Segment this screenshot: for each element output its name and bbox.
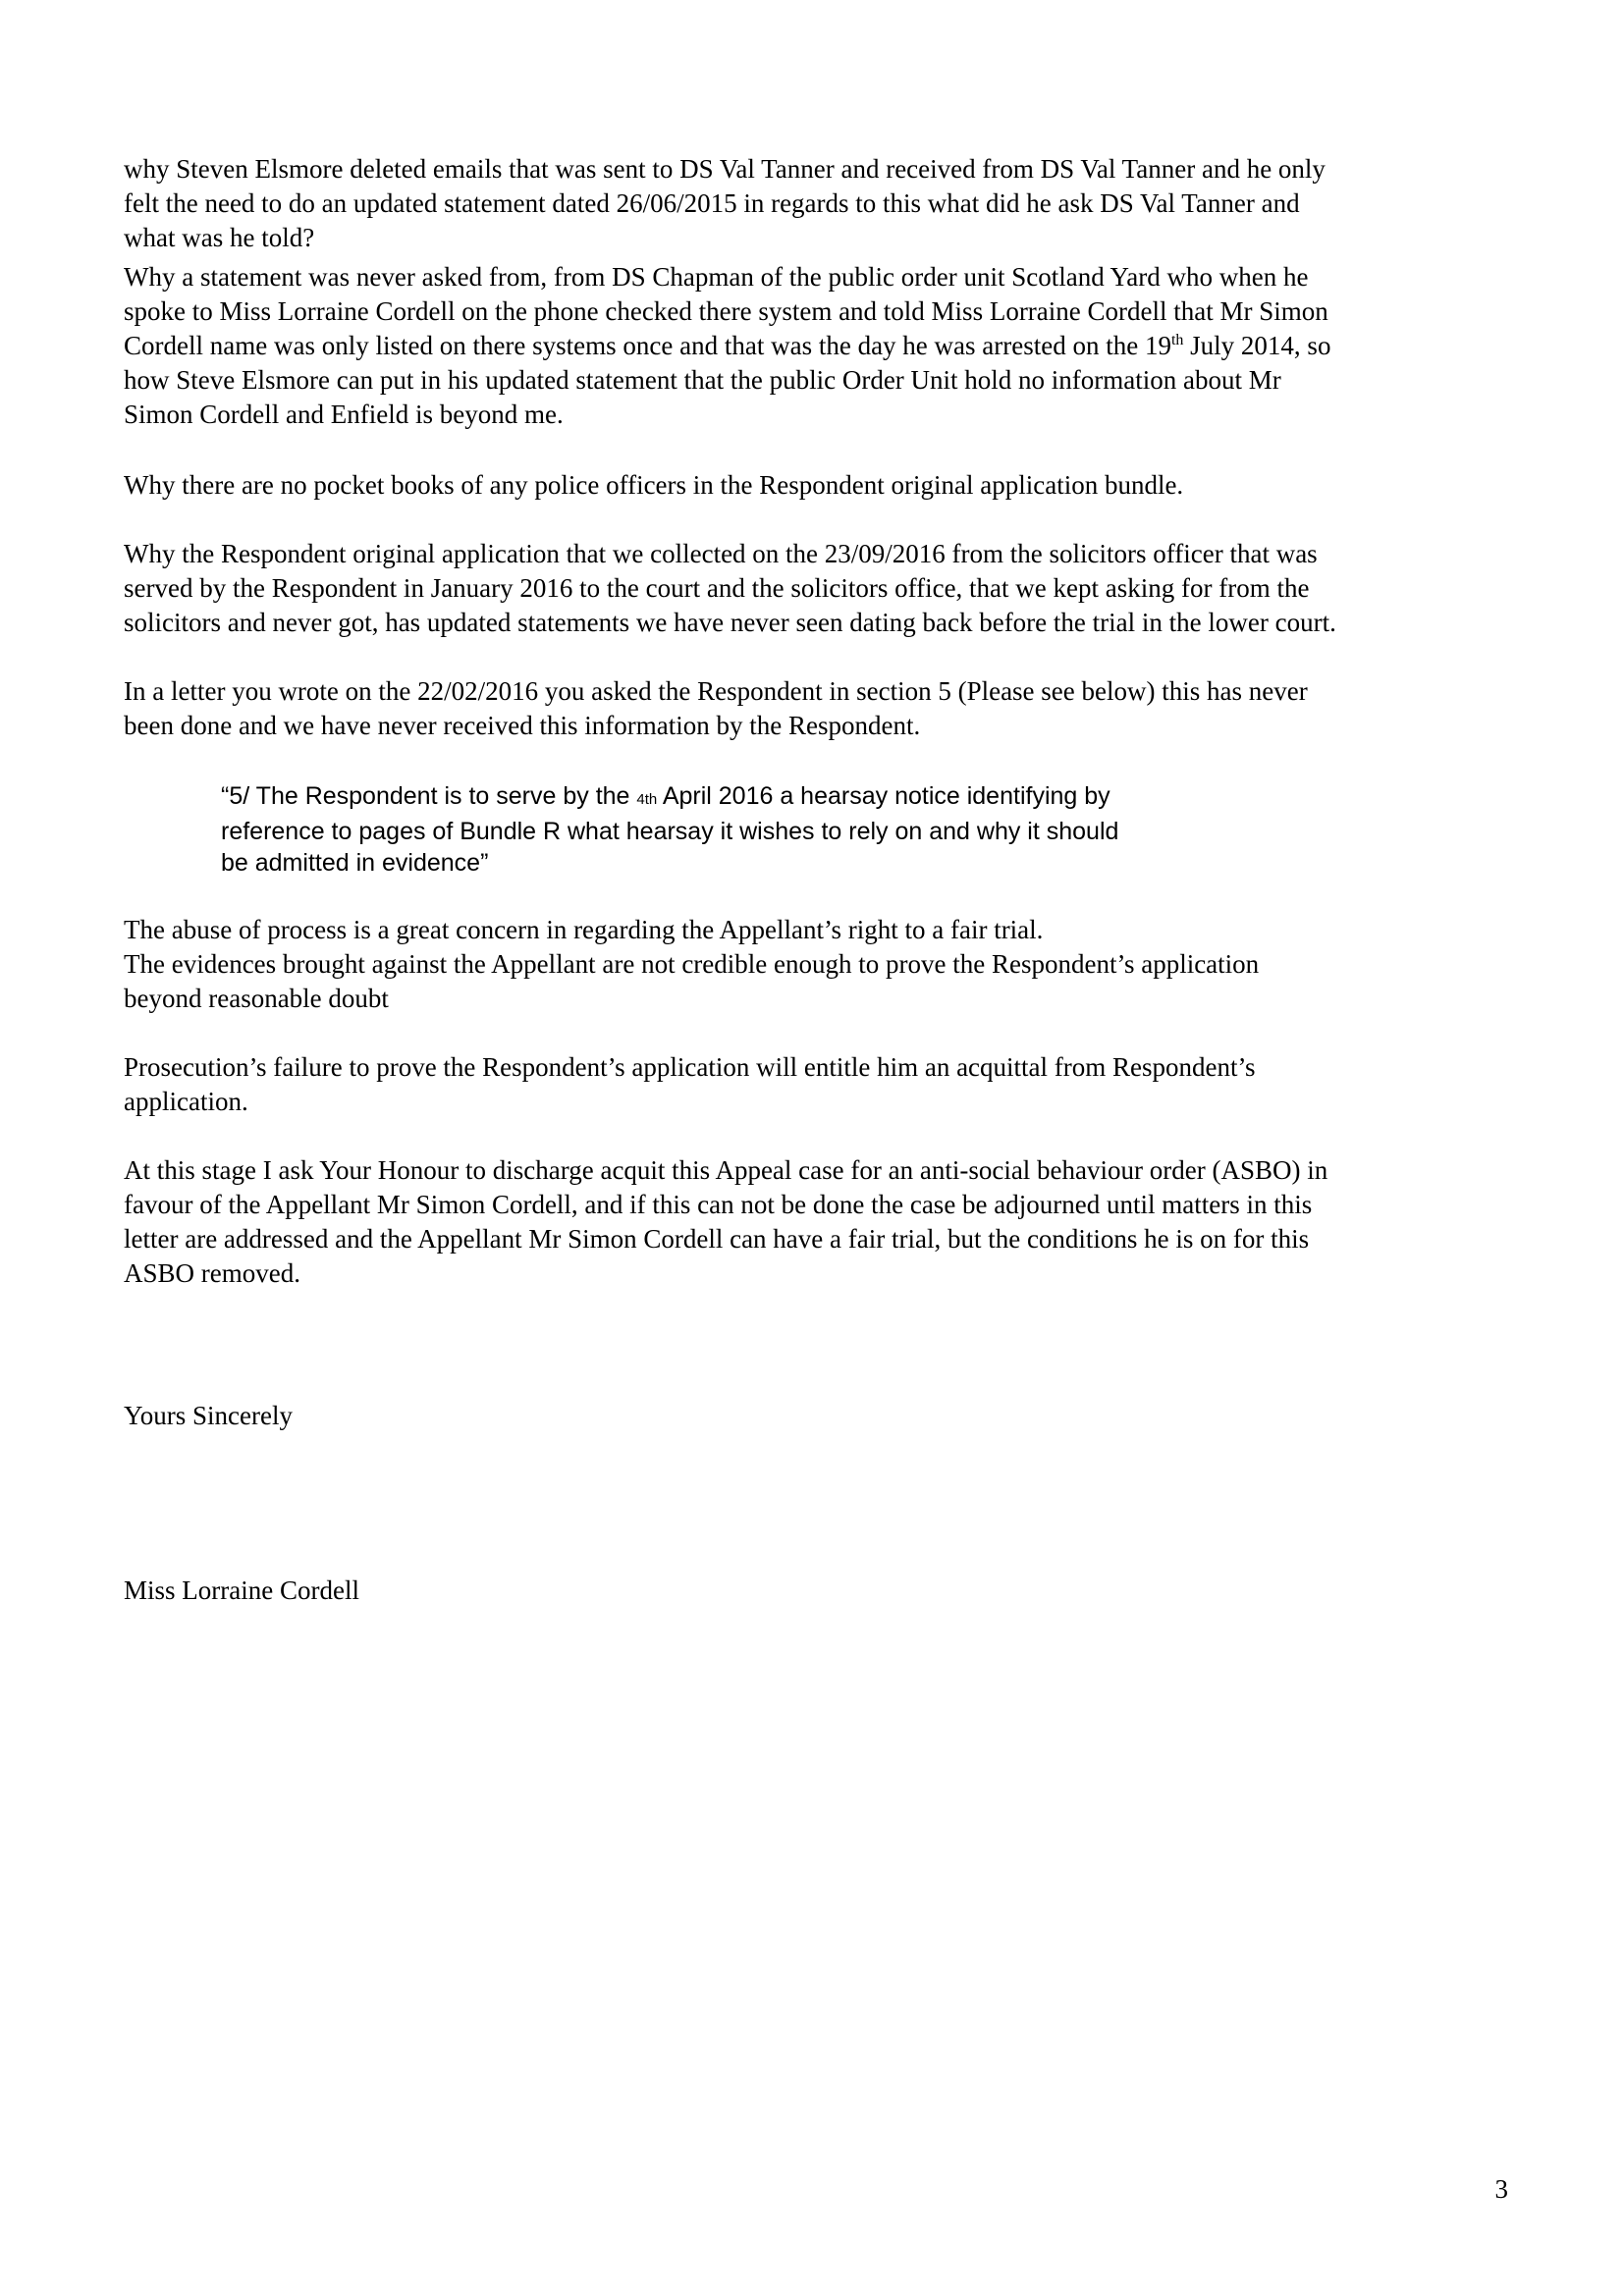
text-run: Cordell name was only listed on there systems once and that was the day he was arrested on the 19 xyxy=(124,331,1171,360)
text-line: solicitors and never got, has updated statements we have never seen dating back before the trial in the lower court. xyxy=(124,608,1336,637)
text-line: how Steve Elsmore can put in his updated statement that the public Order Unit hold no information about Mr xyxy=(124,365,1281,395)
paragraph-pocket-books xyxy=(124,468,1508,503)
text-line: At this stage I ask Your Honour to discharge acquit this Appeal case for an anti-social behaviour order (ASBO) in xyxy=(124,1155,1328,1185)
text-line: Why the Respondent original application that we collected on the 23/09/2016 from the solicitors officer that was xyxy=(124,539,1318,568)
text-line: Simon Cordell and Enfield is beyond me. xyxy=(124,400,564,429)
page-number: 3 xyxy=(1494,2174,1508,2204)
text-line: letter are addressed and the Appellant Mr Simon Cordell can have a fair trial, but the conditions he is on for this xyxy=(124,1224,1310,1254)
text-line: ASBO removed. xyxy=(124,1258,300,1288)
text-line: In a letter you wrote on the 22/02/2016 you asked the Respondent in section 5 (Please see below) this has never xyxy=(124,676,1308,706)
text-line: felt the need to do an updated statement dated 26/06/2015 in regards to this what did he ask DS Val Tanner and xyxy=(124,188,1300,218)
text-line: Prosecution’s failure to prove the Respondent’s application will entitle him an acquittal from Respondent’s xyxy=(124,1052,1256,1082)
text-line: Miss Lorraine Cordell xyxy=(124,1575,359,1605)
paragraph-deleted-emails xyxy=(124,152,1508,255)
quote-line: reference to pages of Bundle R what hearsay it wishes to rely on and why it should xyxy=(221,818,1119,845)
signature-name xyxy=(124,1574,1508,1608)
text-line: The evidences brought against the Appellant are not credible enough to prove the Respondent’s application xyxy=(124,949,1260,979)
paragraph-statement-ds-chapman xyxy=(124,260,1508,432)
text-line: Why there are no pocket books of any police officers in the Respondent original application bundle. xyxy=(124,470,1184,500)
closing-salutation xyxy=(124,1399,1508,1433)
text-line: why Steven Elsmore deleted emails that was sent to DS Val Tanner and received from DS Val Tanner and he only xyxy=(124,154,1326,184)
text-run: “5/ The Respondent is to serve by the xyxy=(221,782,637,810)
text-line: application. xyxy=(124,1087,248,1116)
text-line: beyond reasonable doubt xyxy=(124,984,389,1013)
text-line: spoke to Miss Lorraine Cordell on the phone checked there system and told Miss Lorraine Cordell that Mr Simon xyxy=(124,296,1328,326)
ordinal-small: 4th xyxy=(636,791,658,808)
quote-line: be admitted in evidence” xyxy=(221,849,489,877)
text-line: Yours Sincerely xyxy=(124,1401,294,1430)
paragraph-request-to-discharge xyxy=(124,1153,1508,1291)
paragraph-prosecution-failure xyxy=(124,1050,1508,1119)
paragraph-letter-section-5 xyxy=(124,674,1508,743)
text-line: what was he told? xyxy=(124,223,315,252)
quote-line xyxy=(221,780,1262,816)
text-line: Why a statement was never asked from, from DS Chapman of the public order unit Scotland Yard who when he xyxy=(124,262,1309,292)
text-line xyxy=(124,329,1508,363)
superscript-ordinal: th xyxy=(1170,332,1184,348)
text-line: The abuse of process is a great concern in regarding the Appellant’s right to a fair trial. xyxy=(124,915,1044,944)
text-line: favour of the Appellant Mr Simon Cordell, and if this can not be done the case be adjourned until matters in this xyxy=(124,1190,1313,1219)
quoted-order-section-5 xyxy=(221,780,1262,879)
text-line: been done and we have never received this information by the Respondent. xyxy=(124,711,921,740)
paragraph-original-application xyxy=(124,537,1508,640)
text-line: served by the Respondent in January 2016 to the court and the solicitors office, that we kept asking for from the xyxy=(124,573,1310,603)
paragraph-abuse-of-process xyxy=(124,913,1508,1016)
text-run: July 2014, so xyxy=(1183,331,1331,360)
text-run: April 2016 a hearsay notice identifying by xyxy=(657,782,1110,810)
